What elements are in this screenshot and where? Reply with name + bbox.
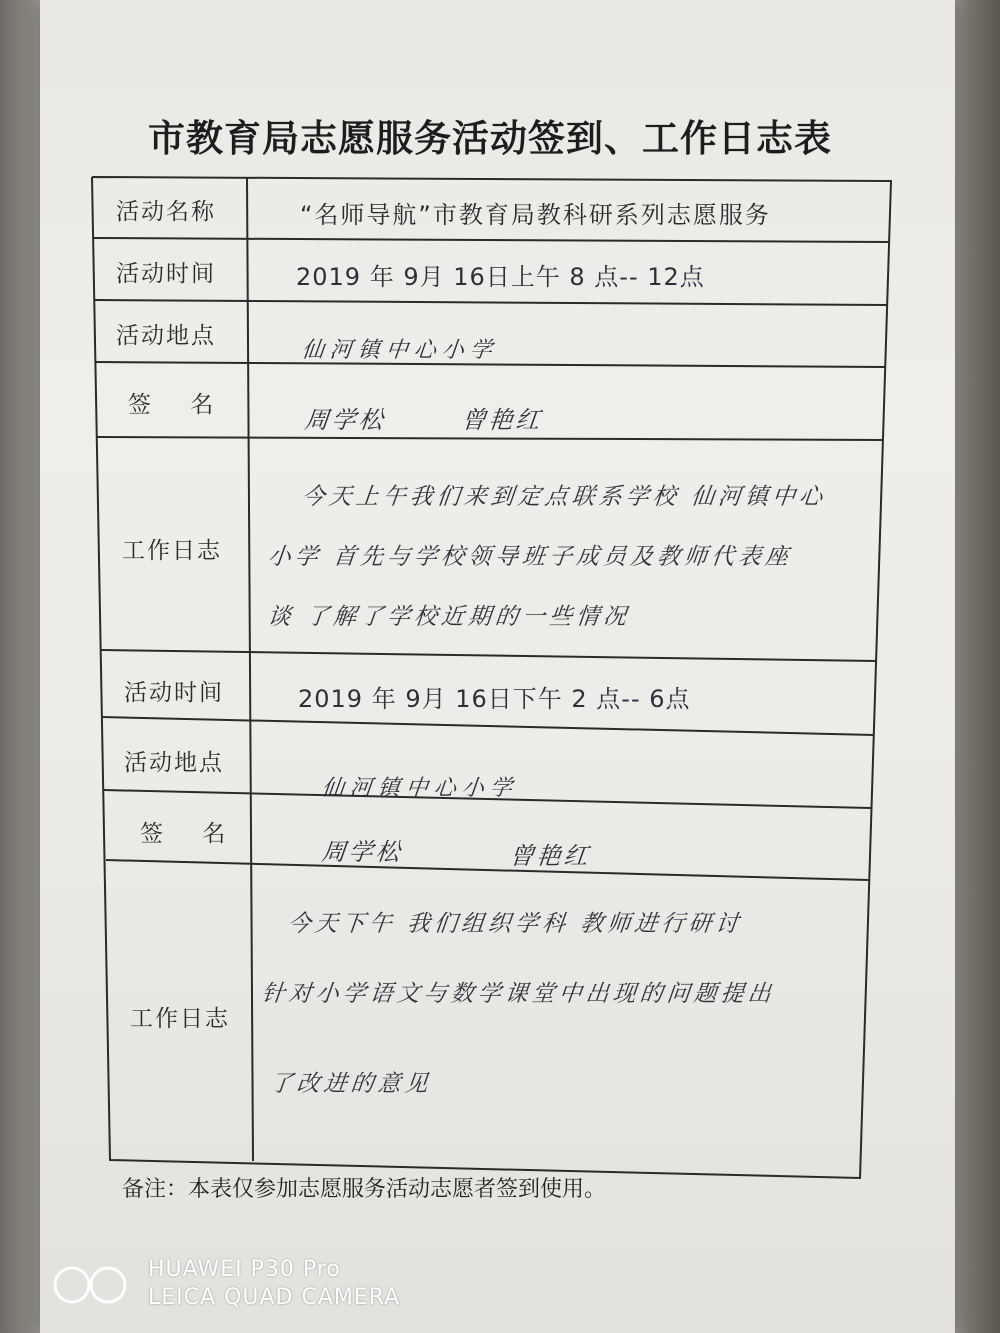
morning-time-label: 活动时间 [116, 261, 216, 287]
afternoon-time-label: 活动时间 [124, 680, 224, 706]
morning-signature-2: 曾艳红 [460, 406, 545, 434]
morning-signature-label: 签 名 [128, 392, 216, 418]
afternoon-location-label: 活动地点 [124, 750, 224, 776]
afternoon-signature-1: 周学松 [320, 838, 405, 866]
morning-location-label: 活动地点 [116, 323, 216, 349]
camera-lens-text: LEICA QUAD CAMERA [148, 1285, 401, 1310]
activity-name-label: 活动名称 [116, 199, 216, 225]
morning-log-line-2: 小学 首先与学校领导班子成员及教师代表座 [266, 544, 794, 570]
camera-watermark [52, 1257, 432, 1317]
document-title: 市教育局志愿服务活动签到、工作日志表 [148, 116, 832, 160]
afternoon-log-line-3: 了改进的意见 [268, 1071, 434, 1097]
afternoon-log-label: 工作日志 [130, 1006, 230, 1032]
morning-log-line-1: 今天上午我们来到定点联系学校 仙河镇中心 [300, 484, 828, 510]
footer-note: 备注：本表仅参加志愿服务活动志愿者签到使用。 [122, 1177, 607, 1202]
morning-signature-1: 周学松 [303, 406, 388, 434]
morning-log-label: 工作日志 [122, 538, 222, 564]
afternoon-signature-2: 曾艳红 [508, 842, 593, 870]
morning-location-value: 仙河镇中心小学 [300, 338, 500, 363]
activity-name-value: “名师导航”市教育局教科研系列志愿服务 [300, 201, 771, 229]
camera-model-text: HUAWEI P30 Pro [148, 1257, 341, 1282]
afternoon-location-value: 仙河镇中心小学 [320, 776, 520, 801]
morning-time-value: 2019 年 9月 16日上午 8 点-- 12点 [296, 263, 705, 291]
huawei-circles-logo-icon [52, 1265, 132, 1305]
afternoon-log-line-2: 针对小学语文与数学课堂中出现的问题提出 [260, 981, 777, 1007]
afternoon-signature-label: 签 名 [140, 821, 228, 847]
afternoon-log-line-1: 今天下午 我们组织学科 教师进行研讨 [286, 911, 744, 937]
morning-log-line-3: 谈 了解了学校近期的一些情况 [266, 604, 632, 630]
afternoon-time-value: 2019 年 9月 16日下午 2 点-- 6点 [298, 685, 691, 713]
